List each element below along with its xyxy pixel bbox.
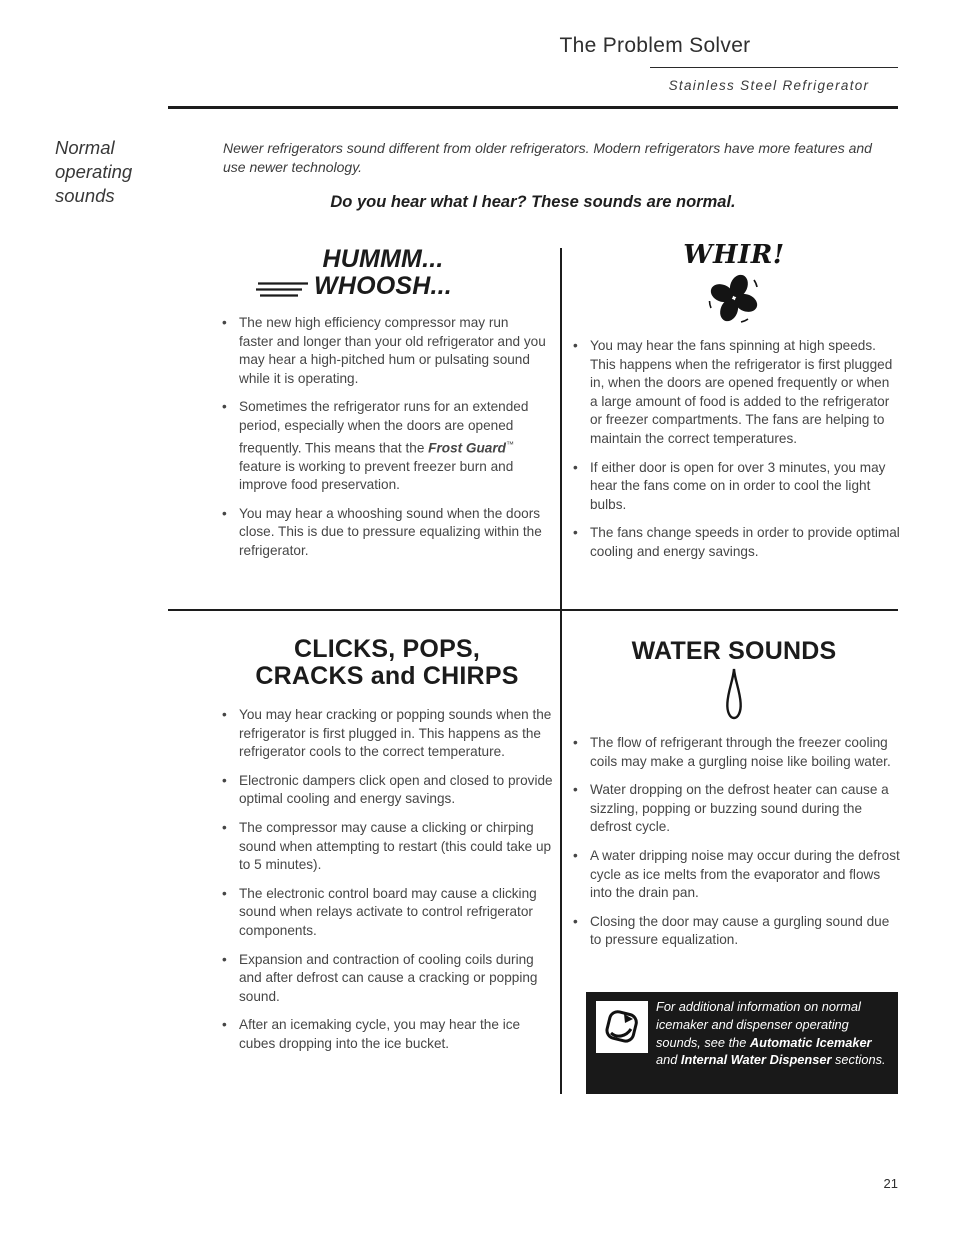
page-subtitle: Stainless Steel Refrigerator bbox=[668, 78, 870, 93]
icemaker-note-box bbox=[586, 992, 898, 1094]
intro-tagline: Do you hear what I hear? These sounds are normal. bbox=[330, 193, 736, 211]
bullet-text: • The electronic control board may cause a clicking sound when relays activate to control refrigerator components. bbox=[239, 885, 537, 938]
whoosh-heading-line bbox=[314, 273, 452, 300]
water-drop-icon bbox=[722, 667, 746, 721]
bullet-text: • You may hear cracking or popping sounds when the refrigerator is first plugged in. This happens as the refrigerator cools to the correct temperature. bbox=[239, 707, 552, 760]
note-text bbox=[656, 998, 892, 1069]
bullet-text: • The flow of refrigerant through the freezer cooling coils may make a gurgling noise like boiling water. bbox=[590, 735, 891, 769]
bullet-text: • You may hear the fans spinning at high speeds. This happens when the refrigerator is first plugged in, when the doors are opened frequently or when a large amount of food is added to the refrigerator or freezer compartments. The fans are helping to maintain the correct temperatures. bbox=[590, 338, 893, 446]
list-item bbox=[222, 885, 554, 941]
clicks-heading bbox=[222, 636, 552, 690]
list-item bbox=[573, 781, 900, 837]
bullet-text: • Closing the door may cause a gurgling sound due to pressure equalization. bbox=[590, 913, 890, 948]
bullet-text: • Expansion and contraction of cooling coils during and after defrost can cause a cracking or popping sound. bbox=[239, 951, 538, 1004]
clicks-bullet-list bbox=[222, 706, 554, 1064]
bullet-text: • You may hear a whooshing sound when the doors close. This is due to pressure equalizing within the refrigerator. bbox=[239, 505, 542, 559]
bullet-text: • Electronic dampers click open and closed to provide optimal cooling and energy savings. bbox=[239, 772, 553, 807]
whir-heading: WHIR! bbox=[683, 240, 785, 270]
list-item bbox=[573, 734, 900, 771]
fan-icon bbox=[707, 270, 761, 326]
bullet-text: • The new high efficiency compressor may run faster and longer than your old refrigerator and you may hear a high-pitched hum or pulsating sound while it is operating. bbox=[239, 315, 546, 386]
header-rule-thick bbox=[168, 106, 898, 109]
whir-icon-row bbox=[573, 270, 895, 331]
bullet-text-part: Sometimes the refrigerator runs for an extended period, especially when the doors are opened frequently. This means that the bbox=[239, 399, 529, 456]
page-number: 21 bbox=[883, 1176, 898, 1191]
header-rule-thin bbox=[650, 67, 898, 68]
speed-lines-icon bbox=[256, 281, 308, 299]
list-item bbox=[222, 706, 554, 762]
list-item bbox=[222, 772, 554, 809]
whir-bullet-list bbox=[573, 337, 900, 572]
note-text-part: sections. bbox=[831, 1052, 886, 1068]
clicks-heading-line1: CLICKS, POPS, bbox=[294, 635, 480, 663]
list-item bbox=[222, 398, 546, 495]
intro-paragraph: Newer refrigerators sound different from older refrigerators. Modern refrigerators have more features and use newer technology. bbox=[223, 140, 872, 175]
row-divider bbox=[168, 609, 898, 611]
list-item bbox=[573, 337, 900, 449]
list-item bbox=[222, 819, 554, 875]
note-bold-automatic-icemaker: Automatic Icemaker bbox=[749, 1034, 872, 1050]
section-label-normal-operating-sounds: Normal operating sounds bbox=[55, 137, 133, 206]
list-item bbox=[573, 913, 900, 950]
bullet-text-part: feature is working to prevent freezer burn and improve food preservation. bbox=[239, 458, 514, 493]
list-item bbox=[222, 505, 546, 561]
bullet-text: • The compressor may cause a clicking or chirping sound when attempting to restart (this could take up to 5 minutes). bbox=[239, 819, 552, 873]
list-item bbox=[222, 314, 546, 388]
note-text-part: For additional information on normal icemaker and dispenser operating sounds, see the bbox=[656, 999, 861, 1050]
water-icon-row bbox=[573, 667, 895, 726]
hummm-heading bbox=[222, 246, 544, 300]
list-item bbox=[573, 524, 900, 561]
icemaker-icon-tile bbox=[596, 1001, 648, 1053]
list-item bbox=[573, 459, 900, 515]
trademark-symbol: ™ bbox=[505, 439, 514, 449]
frost-guard-trademark: Frost Guard bbox=[428, 440, 506, 456]
list-item bbox=[222, 1016, 554, 1053]
note-text-part: and bbox=[656, 1052, 681, 1068]
whoosh-heading-text: WHOOSH... bbox=[314, 272, 452, 300]
bullet-text: • Water dropping on the defrost heater can cause a sizzling, popping or buzzing sound during the defrost cycle. bbox=[590, 782, 889, 835]
hummm-heading-line1: HUMMM... bbox=[322, 245, 444, 273]
bullet-text: • The fans change speeds in order to provide optimal cooling and energy savings. bbox=[590, 525, 900, 559]
clicks-heading-line2: CRACKS and CHIRPS bbox=[255, 662, 519, 690]
note-bold-internal-water-dispenser: Internal Water Dispenser bbox=[680, 1052, 832, 1068]
column-divider bbox=[560, 248, 562, 1094]
bullet-text: • If either door is open for over 3 minutes, you may hear the fans come on in order to cool the light bulbs. bbox=[590, 459, 886, 512]
bullet-text bbox=[239, 398, 546, 495]
bullet-text: • A water dripping noise may occur during the defrost cycle as ice melts from the evaporator and flows into the drain pan. bbox=[590, 847, 900, 901]
hummm-bullet-list bbox=[222, 314, 546, 571]
icemaker-icon bbox=[601, 1006, 643, 1048]
water-heading: WATER SOUNDS bbox=[631, 637, 837, 665]
list-item bbox=[573, 847, 900, 903]
water-bullet-list bbox=[573, 734, 900, 960]
page-title: The Problem Solver bbox=[559, 34, 751, 57]
list-item bbox=[222, 951, 554, 1007]
bullet-text: • After an icemaking cycle, you may hear the ice cubes dropping into the ice bucket. bbox=[239, 1017, 521, 1051]
